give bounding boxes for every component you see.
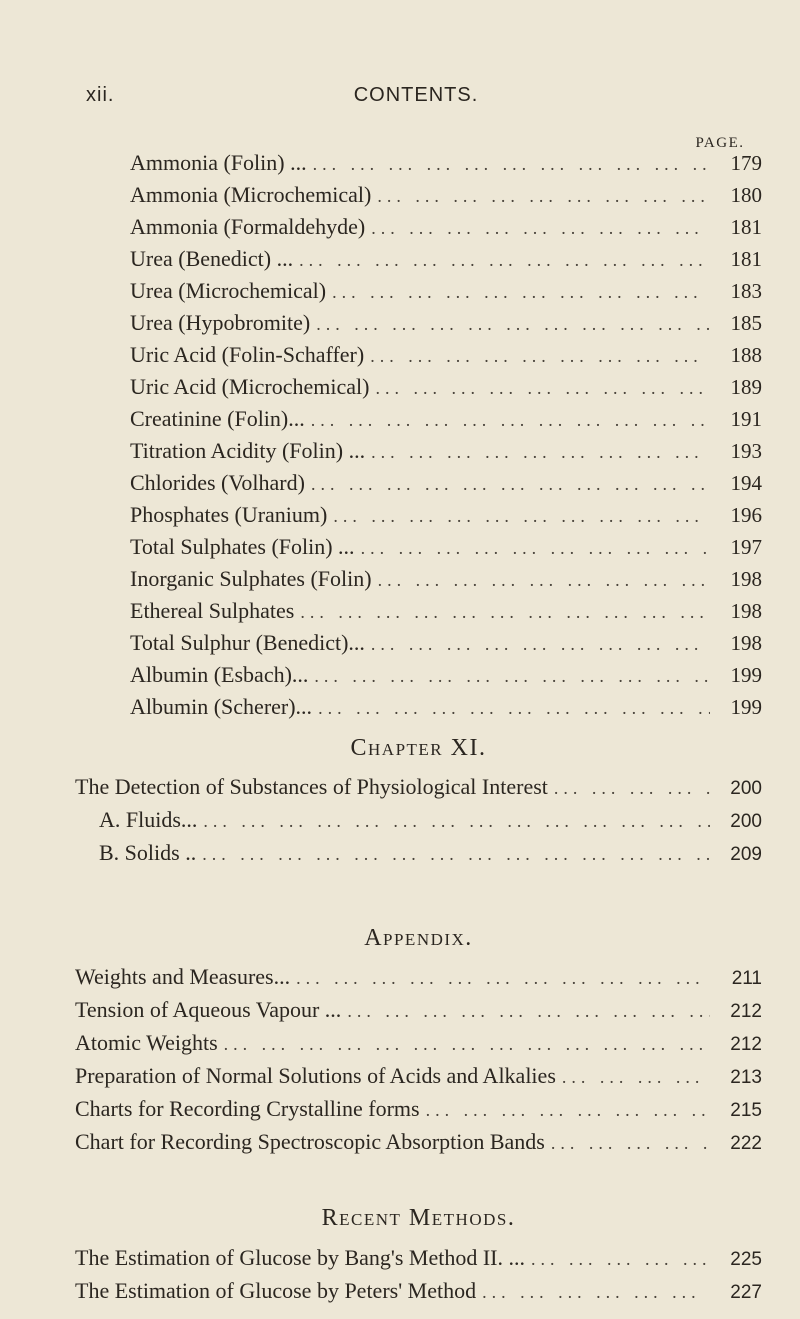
- toc-entry-title: Total Sulphur (Benedict)...: [130, 630, 365, 655]
- toc-entry: [130, 499, 762, 531]
- toc-entry-page: 227: [730, 1282, 762, 1303]
- toc-entry-title: Ammonia (Folin) ...: [130, 150, 307, 175]
- toc-entry: [130, 595, 762, 627]
- toc-entry-title: Uric Acid (Microchemical): [130, 374, 370, 399]
- leader-dots: [426, 1094, 710, 1127]
- leader-dots: [300, 596, 710, 628]
- recent-methods-heading: Recent Methods.: [321, 1205, 516, 1231]
- leader-dots: [224, 1028, 710, 1061]
- toc-entry-page: 198: [730, 567, 762, 591]
- toc-entry: [130, 339, 762, 371]
- leader-dots: [333, 500, 710, 532]
- toc-entry-page: 193: [730, 439, 762, 463]
- toc-entry-page: 188: [730, 343, 762, 367]
- toc-entry-page: 213: [730, 1067, 762, 1088]
- leader-dots: [296, 962, 710, 995]
- toc-entry-title: Phosphates (Uranium): [130, 502, 328, 527]
- toc-entry: [75, 960, 762, 993]
- toc-entry: [75, 1241, 762, 1274]
- toc-entry-page: 181: [730, 215, 762, 239]
- toc-entry-title: Creatinine (Folin)...: [130, 406, 305, 431]
- toc-entry-page: 191: [730, 407, 762, 431]
- toc-entry: [130, 211, 762, 243]
- toc-list-methods: [130, 147, 762, 723]
- toc-entry-page: 185: [730, 311, 762, 335]
- toc-entry-title: Ammonia (Formaldehyde): [130, 214, 366, 239]
- toc-entry: [75, 1026, 762, 1059]
- chapter-xi-heading: Chapter XI.: [350, 735, 487, 761]
- toc-entry-title: Chlorides (Volhard): [130, 470, 305, 495]
- toc-entry-title: Urea (Microchemical): [130, 278, 327, 303]
- toc-entry-page: 196: [730, 503, 762, 527]
- leader-dots: [378, 564, 710, 596]
- toc-entry-title: Uric Acid (Folin-Schaffer): [130, 342, 365, 367]
- toc-entry-page: 198: [730, 631, 762, 655]
- toc-entry-title: Albumin (Esbach)...: [130, 662, 309, 687]
- toc-entry-title: A. Fluids...: [99, 807, 198, 832]
- toc-entry: [75, 1274, 762, 1307]
- toc-entry-title: The Estimation of Glucose by Peters' Method: [75, 1278, 477, 1303]
- leader-dots: [316, 308, 710, 340]
- toc-entry-title: Urea (Benedict) ...: [130, 246, 294, 271]
- toc-entry: [130, 403, 762, 435]
- leader-dots: [347, 995, 710, 1028]
- toc-entry-page: 222: [730, 1133, 762, 1154]
- toc-entry: [130, 307, 762, 339]
- leader-dots: [371, 212, 710, 244]
- toc-entry: [130, 371, 762, 403]
- toc-entry: [130, 659, 762, 691]
- leader-dots: [554, 772, 710, 805]
- leader-dots: [318, 692, 710, 724]
- toc-entry-title: Inorganic Sulphates (Folin): [130, 566, 372, 591]
- leader-dots: [482, 1276, 710, 1309]
- toc-entry-page: 200: [730, 778, 762, 799]
- leader-dots: [531, 1243, 710, 1276]
- toc-list-appendix: [75, 960, 762, 1158]
- toc-entry-page: 179: [730, 151, 762, 175]
- toc-entry-page: 211: [731, 968, 762, 989]
- page-title: CONTENTS.: [353, 84, 479, 106]
- toc-entry-page: 199: [730, 663, 762, 687]
- leader-dots: [371, 436, 710, 468]
- toc-entry-page: 189: [730, 375, 762, 399]
- toc-entry: [130, 691, 762, 723]
- leader-dots: [313, 148, 710, 180]
- toc-entry: [130, 147, 762, 179]
- toc-entry-title: The Estimation of Glucose by Bang's Method II. ...: [75, 1245, 526, 1270]
- leader-dots: [361, 532, 710, 564]
- leader-dots: [370, 340, 710, 372]
- toc-entry-title: B. Solids ..: [99, 840, 197, 865]
- toc-entry-page: 181: [730, 247, 762, 271]
- toc-entry: [75, 1092, 762, 1125]
- leader-dots: [311, 468, 710, 500]
- page-header: [86, 84, 746, 112]
- toc-entry: [130, 627, 762, 659]
- leader-dots: [551, 1127, 710, 1160]
- toc-entry-title: Titration Acidity (Folin) ...: [130, 438, 366, 463]
- toc-entry-page: 180: [730, 183, 762, 207]
- leader-dots: [202, 838, 710, 871]
- toc-entry: [130, 275, 762, 307]
- toc-entry-title: Chart for Recording Spectroscopic Absorption Bands: [75, 1129, 545, 1154]
- toc-entry: [75, 770, 762, 803]
- toc-entry: [130, 467, 762, 499]
- toc-entry-title: Charts for Recording Crystalline forms: [75, 1096, 420, 1121]
- toc-entry-title: Tension of Aqueous Vapour ...: [75, 997, 342, 1022]
- toc-entry: [75, 1059, 762, 1092]
- leader-dots: [375, 372, 710, 404]
- toc-list-chapter-xi: [75, 770, 762, 869]
- toc-entry-page: 215: [730, 1100, 762, 1121]
- toc-entry-page: 183: [730, 279, 762, 303]
- toc-entry: [75, 803, 762, 836]
- toc-entry-title: Ammonia (Microchemical): [130, 182, 372, 207]
- toc-entry-title: Urea (Hypobromite): [130, 310, 311, 335]
- appendix-heading: Appendix.: [364, 925, 473, 951]
- toc-entry-page: 209: [730, 844, 762, 865]
- toc-entry-page: 194: [730, 471, 762, 495]
- toc-entry: [130, 243, 762, 275]
- toc-entry-title: Preparation of Normal Solutions of Acids and Alkalies: [75, 1063, 556, 1088]
- toc-entry-page: 200: [730, 811, 762, 832]
- leader-dots: [299, 244, 710, 276]
- toc-entry-page: 225: [730, 1249, 762, 1270]
- toc-entry-title: Weights and Measures...: [75, 964, 291, 989]
- toc-entry: [130, 563, 762, 595]
- toc-entry-title: Albumin (Scherer)...: [130, 694, 313, 719]
- toc-entry: [130, 435, 762, 467]
- toc-entry-title: The Detection of Substances of Physiological Interest: [75, 774, 548, 799]
- toc-entry: [75, 1125, 762, 1158]
- toc-entry: [75, 993, 762, 1026]
- page-number: xii.: [86, 84, 115, 106]
- toc-entry-page: 199: [730, 695, 762, 719]
- leader-dots: [332, 276, 710, 308]
- leader-dots: [311, 404, 710, 436]
- leader-dots: [314, 660, 710, 692]
- leader-dots: [203, 805, 710, 838]
- toc-entry-title: Total Sulphates (Folin) ...: [130, 534, 355, 559]
- leader-dots: [562, 1061, 710, 1094]
- toc-entry-page: 212: [730, 1034, 762, 1055]
- toc-entry-title: Atomic Weights: [75, 1030, 218, 1055]
- toc-entry: [130, 179, 762, 211]
- leader-dots: [377, 180, 710, 212]
- toc-entry-title: Ethereal Sulphates: [130, 598, 295, 623]
- toc-entry: [75, 836, 762, 869]
- toc-entry-page: 197: [730, 535, 762, 559]
- toc-entry-page: 198: [730, 599, 762, 623]
- toc-entry-page: 212: [730, 1001, 762, 1022]
- page-column-label: PAGE.: [695, 135, 745, 151]
- toc-entry: [130, 531, 762, 563]
- toc-list-recent-methods: [75, 1241, 762, 1307]
- leader-dots: [371, 628, 710, 660]
